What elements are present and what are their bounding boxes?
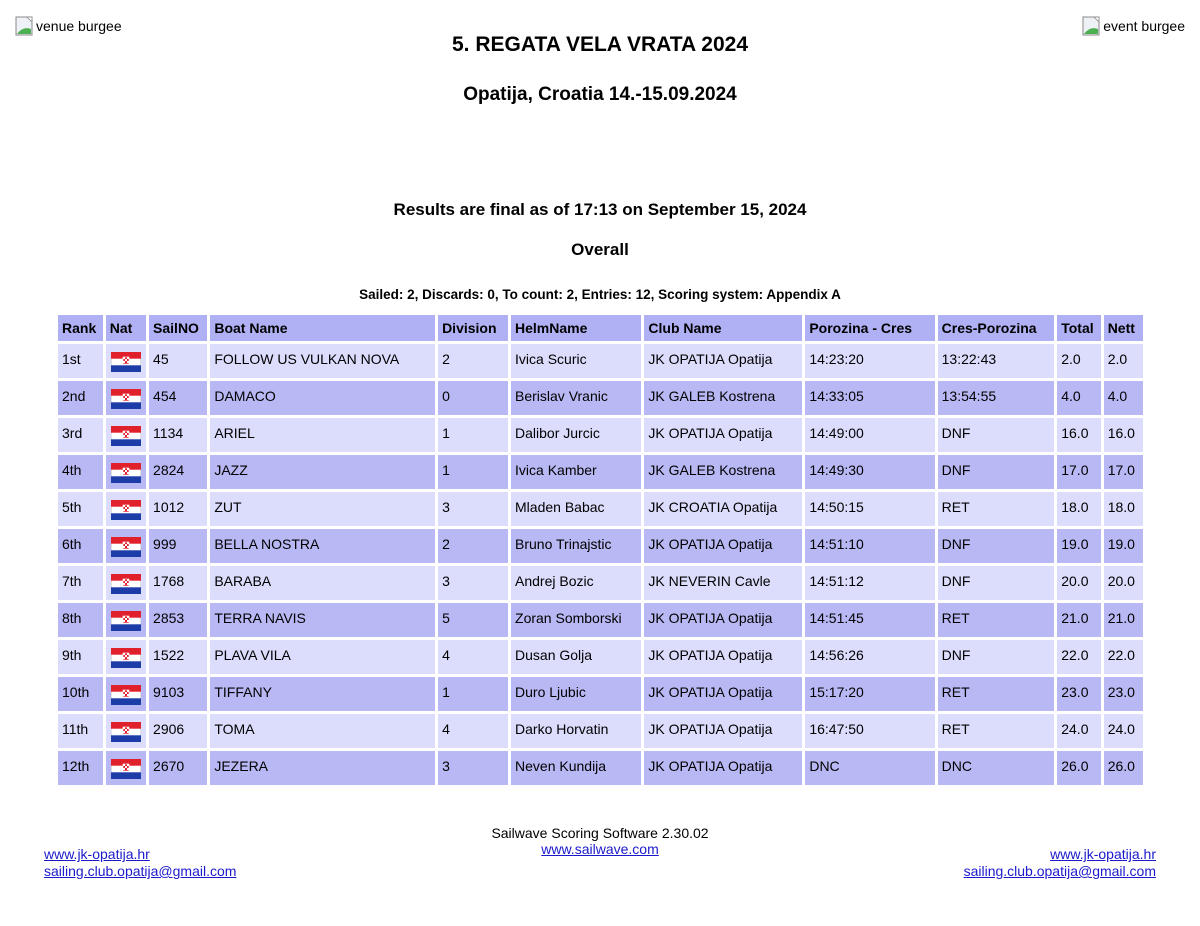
boat-name-cell: DAMACO <box>210 381 435 415</box>
table-row <box>58 455 1143 489</box>
column-header-rank: Rank <box>58 315 103 341</box>
croatia-flag-icon <box>110 352 142 372</box>
total-cell: 2.0 <box>1057 344 1100 378</box>
total-cell: 23.0 <box>1057 677 1100 711</box>
sail-number-cell: 1768 <box>149 566 207 600</box>
nat-cell <box>106 640 146 674</box>
race-cres-porozina-cell: 13:54:55 <box>938 381 1055 415</box>
footer-left-contact <box>44 846 236 880</box>
page-title: 5. REGATA VELA VRATA 2024 <box>452 33 748 56</box>
column-header-sailno: SailNO <box>149 315 207 341</box>
race-cres-porozina-cell: 13:22:43 <box>938 344 1055 378</box>
club-name-cell: JK OPATIJA Opatija <box>644 418 802 452</box>
division-cell: 1 <box>438 418 508 452</box>
race-cres-porozina-cell: RET <box>938 603 1055 637</box>
club-name-cell: JK OPATIJA Opatija <box>644 714 802 748</box>
column-header-total: Total <box>1057 315 1100 341</box>
column-header-race-cres-porozina: Cres-Porozina <box>938 315 1055 341</box>
table-row <box>58 714 1143 748</box>
division-cell: 4 <box>438 714 508 748</box>
croatia-flag-icon <box>110 574 142 594</box>
division-cell: 3 <box>438 492 508 526</box>
race-porozina-cres-cell: 14:23:20 <box>805 344 934 378</box>
sail-number-cell: 45 <box>149 344 207 378</box>
croatia-flag-icon <box>110 685 142 705</box>
boat-name-cell: ARIEL <box>210 418 435 452</box>
sail-number-cell: 2824 <box>149 455 207 489</box>
race-porozina-cres-cell: 14:33:05 <box>805 381 934 415</box>
boat-name-cell: TERRA NAVIS <box>210 603 435 637</box>
table-row <box>58 603 1143 637</box>
nat-cell <box>106 344 146 378</box>
software-name: Sailwave Scoring Software 2.30.02 <box>491 825 709 841</box>
croatia-flag-icon <box>110 722 142 742</box>
total-cell: 4.0 <box>1057 381 1100 415</box>
race-porozina-cres-cell: 14:49:30 <box>805 455 934 489</box>
club-website-link[interactable]: www.jk-opatija.hr <box>44 846 150 862</box>
rank-cell: 6th <box>58 529 103 563</box>
rank-cell: 8th <box>58 603 103 637</box>
helm-name-cell: Berislav Vranic <box>511 381 641 415</box>
total-cell: 20.0 <box>1057 566 1100 600</box>
nett-cell: 18.0 <box>1104 492 1143 526</box>
division-cell: 1 <box>438 677 508 711</box>
total-cell: 19.0 <box>1057 529 1100 563</box>
table-row <box>58 751 1143 785</box>
race-porozina-cres-cell: 14:56:26 <box>805 640 934 674</box>
footer-right-contact <box>964 846 1156 880</box>
table-row <box>58 677 1143 711</box>
club-name-cell: JK CROATIA Opatija <box>644 492 802 526</box>
nett-cell: 24.0 <box>1104 714 1143 748</box>
results-status: Results are final as of 17:13 on September 15, 2024 <box>393 200 807 219</box>
helm-name-cell: Ivica Kamber <box>511 455 641 489</box>
club-name-cell: JK OPATIJA Opatija <box>644 751 802 785</box>
rank-cell: 10th <box>58 677 103 711</box>
total-cell: 16.0 <box>1057 418 1100 452</box>
race-cres-porozina-cell: RET <box>938 677 1055 711</box>
table-header-row <box>58 315 1143 341</box>
race-cres-porozina-cell: RET <box>938 492 1055 526</box>
club-name-cell: JK GALEB Kostrena <box>644 455 802 489</box>
nett-cell: 22.0 <box>1104 640 1143 674</box>
rank-cell: 9th <box>58 640 103 674</box>
division-cell: 0 <box>438 381 508 415</box>
helm-name-cell: Ivica Scuric <box>511 344 641 378</box>
division-cell: 2 <box>438 529 508 563</box>
boat-name-cell: TOMA <box>210 714 435 748</box>
sail-number-cell: 454 <box>149 381 207 415</box>
rank-cell: 2nd <box>58 381 103 415</box>
column-header-club-name: Club Name <box>644 315 802 341</box>
series-summary: Sailed: 2, Discards: 0, To count: 2, Entries: 12, Scoring system: Appendix A <box>359 287 841 302</box>
nat-cell <box>106 566 146 600</box>
division-cell: 1 <box>438 455 508 489</box>
race-cres-porozina-cell: DNF <box>938 566 1055 600</box>
division-cell: 4 <box>438 640 508 674</box>
total-cell: 18.0 <box>1057 492 1100 526</box>
helm-name-cell: Andrej Bozic <box>511 566 641 600</box>
race-cres-porozina-cell: DNF <box>938 640 1055 674</box>
rank-cell: 12th <box>58 751 103 785</box>
rank-cell: 7th <box>58 566 103 600</box>
club-name-cell: JK OPATIJA Opatija <box>644 640 802 674</box>
helm-name-cell: Dusan Golja <box>511 640 641 674</box>
column-header-race-porozina-cres: Porozina - Cres <box>805 315 934 341</box>
nett-cell: 2.0 <box>1104 344 1143 378</box>
race-cres-porozina-cell: DNF <box>938 418 1055 452</box>
boat-name-cell: FOLLOW US VULKAN NOVA <box>210 344 435 378</box>
column-header-boat-name: Boat Name <box>210 315 435 341</box>
column-header-nett: Nett <box>1104 315 1143 341</box>
rank-cell: 3rd <box>58 418 103 452</box>
total-cell: 26.0 <box>1057 751 1100 785</box>
column-header-helm-name: HelmName <box>511 315 641 341</box>
total-cell: 22.0 <box>1057 640 1100 674</box>
table-row <box>58 381 1143 415</box>
event-burgee-alt-text: event burgee <box>1103 18 1185 34</box>
race-cres-porozina-cell: DNF <box>938 529 1055 563</box>
croatia-flag-icon <box>110 759 142 779</box>
sail-number-cell: 1522 <box>149 640 207 674</box>
table-row <box>58 418 1143 452</box>
club-email-link[interactable]: sailing.club.opatija@gmail.com <box>963 863 1156 879</box>
table-row <box>58 492 1143 526</box>
nat-cell <box>106 603 146 637</box>
nett-cell: 20.0 <box>1104 566 1143 600</box>
table-row <box>58 640 1143 674</box>
boat-name-cell: BELLA NOSTRA <box>210 529 435 563</box>
table-row <box>58 529 1143 563</box>
race-porozina-cres-cell: 14:51:12 <box>805 566 934 600</box>
sail-number-cell: 1012 <box>149 492 207 526</box>
helm-name-cell: Duro Ljubic <box>511 677 641 711</box>
croatia-flag-icon <box>110 648 142 668</box>
club-name-cell: JK OPATIJA Opatija <box>644 529 802 563</box>
helm-name-cell: Dalibor Jurcic <box>511 418 641 452</box>
rank-cell: 4th <box>58 455 103 489</box>
croatia-flag-icon <box>110 389 142 409</box>
table-row <box>58 344 1143 378</box>
rank-cell: 5th <box>58 492 103 526</box>
sail-number-cell: 9103 <box>149 677 207 711</box>
nett-cell: 21.0 <box>1104 603 1143 637</box>
croatia-flag-icon <box>110 611 142 631</box>
nat-cell <box>106 677 146 711</box>
race-porozina-cres-cell: 14:51:10 <box>805 529 934 563</box>
race-cres-porozina-cell: DNC <box>938 751 1055 785</box>
race-porozina-cres-cell: 16:47:50 <box>805 714 934 748</box>
race-porozina-cres-cell: 14:51:45 <box>805 603 934 637</box>
sail-number-cell: 999 <box>149 529 207 563</box>
helm-name-cell: Bruno Trinajstic <box>511 529 641 563</box>
sailwave-link[interactable]: www.sailwave.com <box>541 841 659 857</box>
club-email-link[interactable]: sailing.club.opatija@gmail.com <box>44 863 237 879</box>
boat-name-cell: BARABA <box>210 566 435 600</box>
nett-cell: 19.0 <box>1104 529 1143 563</box>
race-cres-porozina-cell: DNF <box>938 455 1055 489</box>
croatia-flag-icon <box>110 426 142 446</box>
nett-cell: 4.0 <box>1104 381 1143 415</box>
nett-cell: 16.0 <box>1104 418 1143 452</box>
column-header-nat: Nat <box>106 315 146 341</box>
division-cell: 2 <box>438 344 508 378</box>
total-cell: 21.0 <box>1057 603 1100 637</box>
croatia-flag-icon <box>110 500 142 520</box>
total-cell: 17.0 <box>1057 455 1100 489</box>
helm-name-cell: Zoran Somborski <box>511 603 641 637</box>
club-website-link[interactable]: www.jk-opatija.hr <box>1050 846 1156 862</box>
helm-name-cell: Mladen Babac <box>511 492 641 526</box>
club-name-cell: JK OPATIJA Opatija <box>644 344 802 378</box>
rank-cell: 1st <box>58 344 103 378</box>
boat-name-cell: ZUT <box>210 492 435 526</box>
nat-cell <box>106 751 146 785</box>
nett-cell: 26.0 <box>1104 751 1143 785</box>
event-location-dates: Opatija, Croatia 14.-15.09.2024 <box>463 84 737 105</box>
nett-cell: 17.0 <box>1104 455 1143 489</box>
nat-cell <box>106 455 146 489</box>
results-table <box>55 312 1146 788</box>
helm-name-cell: Neven Kundija <box>511 751 641 785</box>
sail-number-cell: 1134 <box>149 418 207 452</box>
nat-cell <box>106 492 146 526</box>
total-cell: 24.0 <box>1057 714 1100 748</box>
race-cres-porozina-cell: RET <box>938 714 1055 748</box>
sail-number-cell: 2670 <box>149 751 207 785</box>
division-cell: 5 <box>438 603 508 637</box>
club-name-cell: JK GALEB Kostrena <box>644 381 802 415</box>
race-porozina-cres-cell: DNC <box>805 751 934 785</box>
sail-number-cell: 2853 <box>149 603 207 637</box>
nat-cell <box>106 714 146 748</box>
boat-name-cell: JEZERA <box>210 751 435 785</box>
rank-cell: 11th <box>58 714 103 748</box>
sail-number-cell: 2906 <box>149 714 207 748</box>
venue-burgee-alt-text: venue burgee <box>36 18 122 34</box>
table-row <box>58 566 1143 600</box>
nett-cell: 23.0 <box>1104 677 1143 711</box>
nat-cell <box>106 529 146 563</box>
nat-cell <box>106 381 146 415</box>
nat-cell <box>106 418 146 452</box>
boat-name-cell: PLAVA VILA <box>210 640 435 674</box>
croatia-flag-icon <box>110 463 142 483</box>
boat-name-cell: JAZZ <box>210 455 435 489</box>
club-name-cell: JK NEVERIN Cavle <box>644 566 802 600</box>
section-title: Overall <box>571 240 629 259</box>
helm-name-cell: Darko Horvatin <box>511 714 641 748</box>
race-porozina-cres-cell: 14:49:00 <box>805 418 934 452</box>
division-cell: 3 <box>438 751 508 785</box>
race-porozina-cres-cell: 14:50:15 <box>805 492 934 526</box>
column-header-division: Division <box>438 315 508 341</box>
race-porozina-cres-cell: 15:17:20 <box>805 677 934 711</box>
boat-name-cell: TIFFANY <box>210 677 435 711</box>
croatia-flag-icon <box>110 537 142 557</box>
division-cell: 3 <box>438 566 508 600</box>
club-name-cell: JK OPATIJA Opatija <box>644 603 802 637</box>
club-name-cell: JK OPATIJA Opatija <box>644 677 802 711</box>
